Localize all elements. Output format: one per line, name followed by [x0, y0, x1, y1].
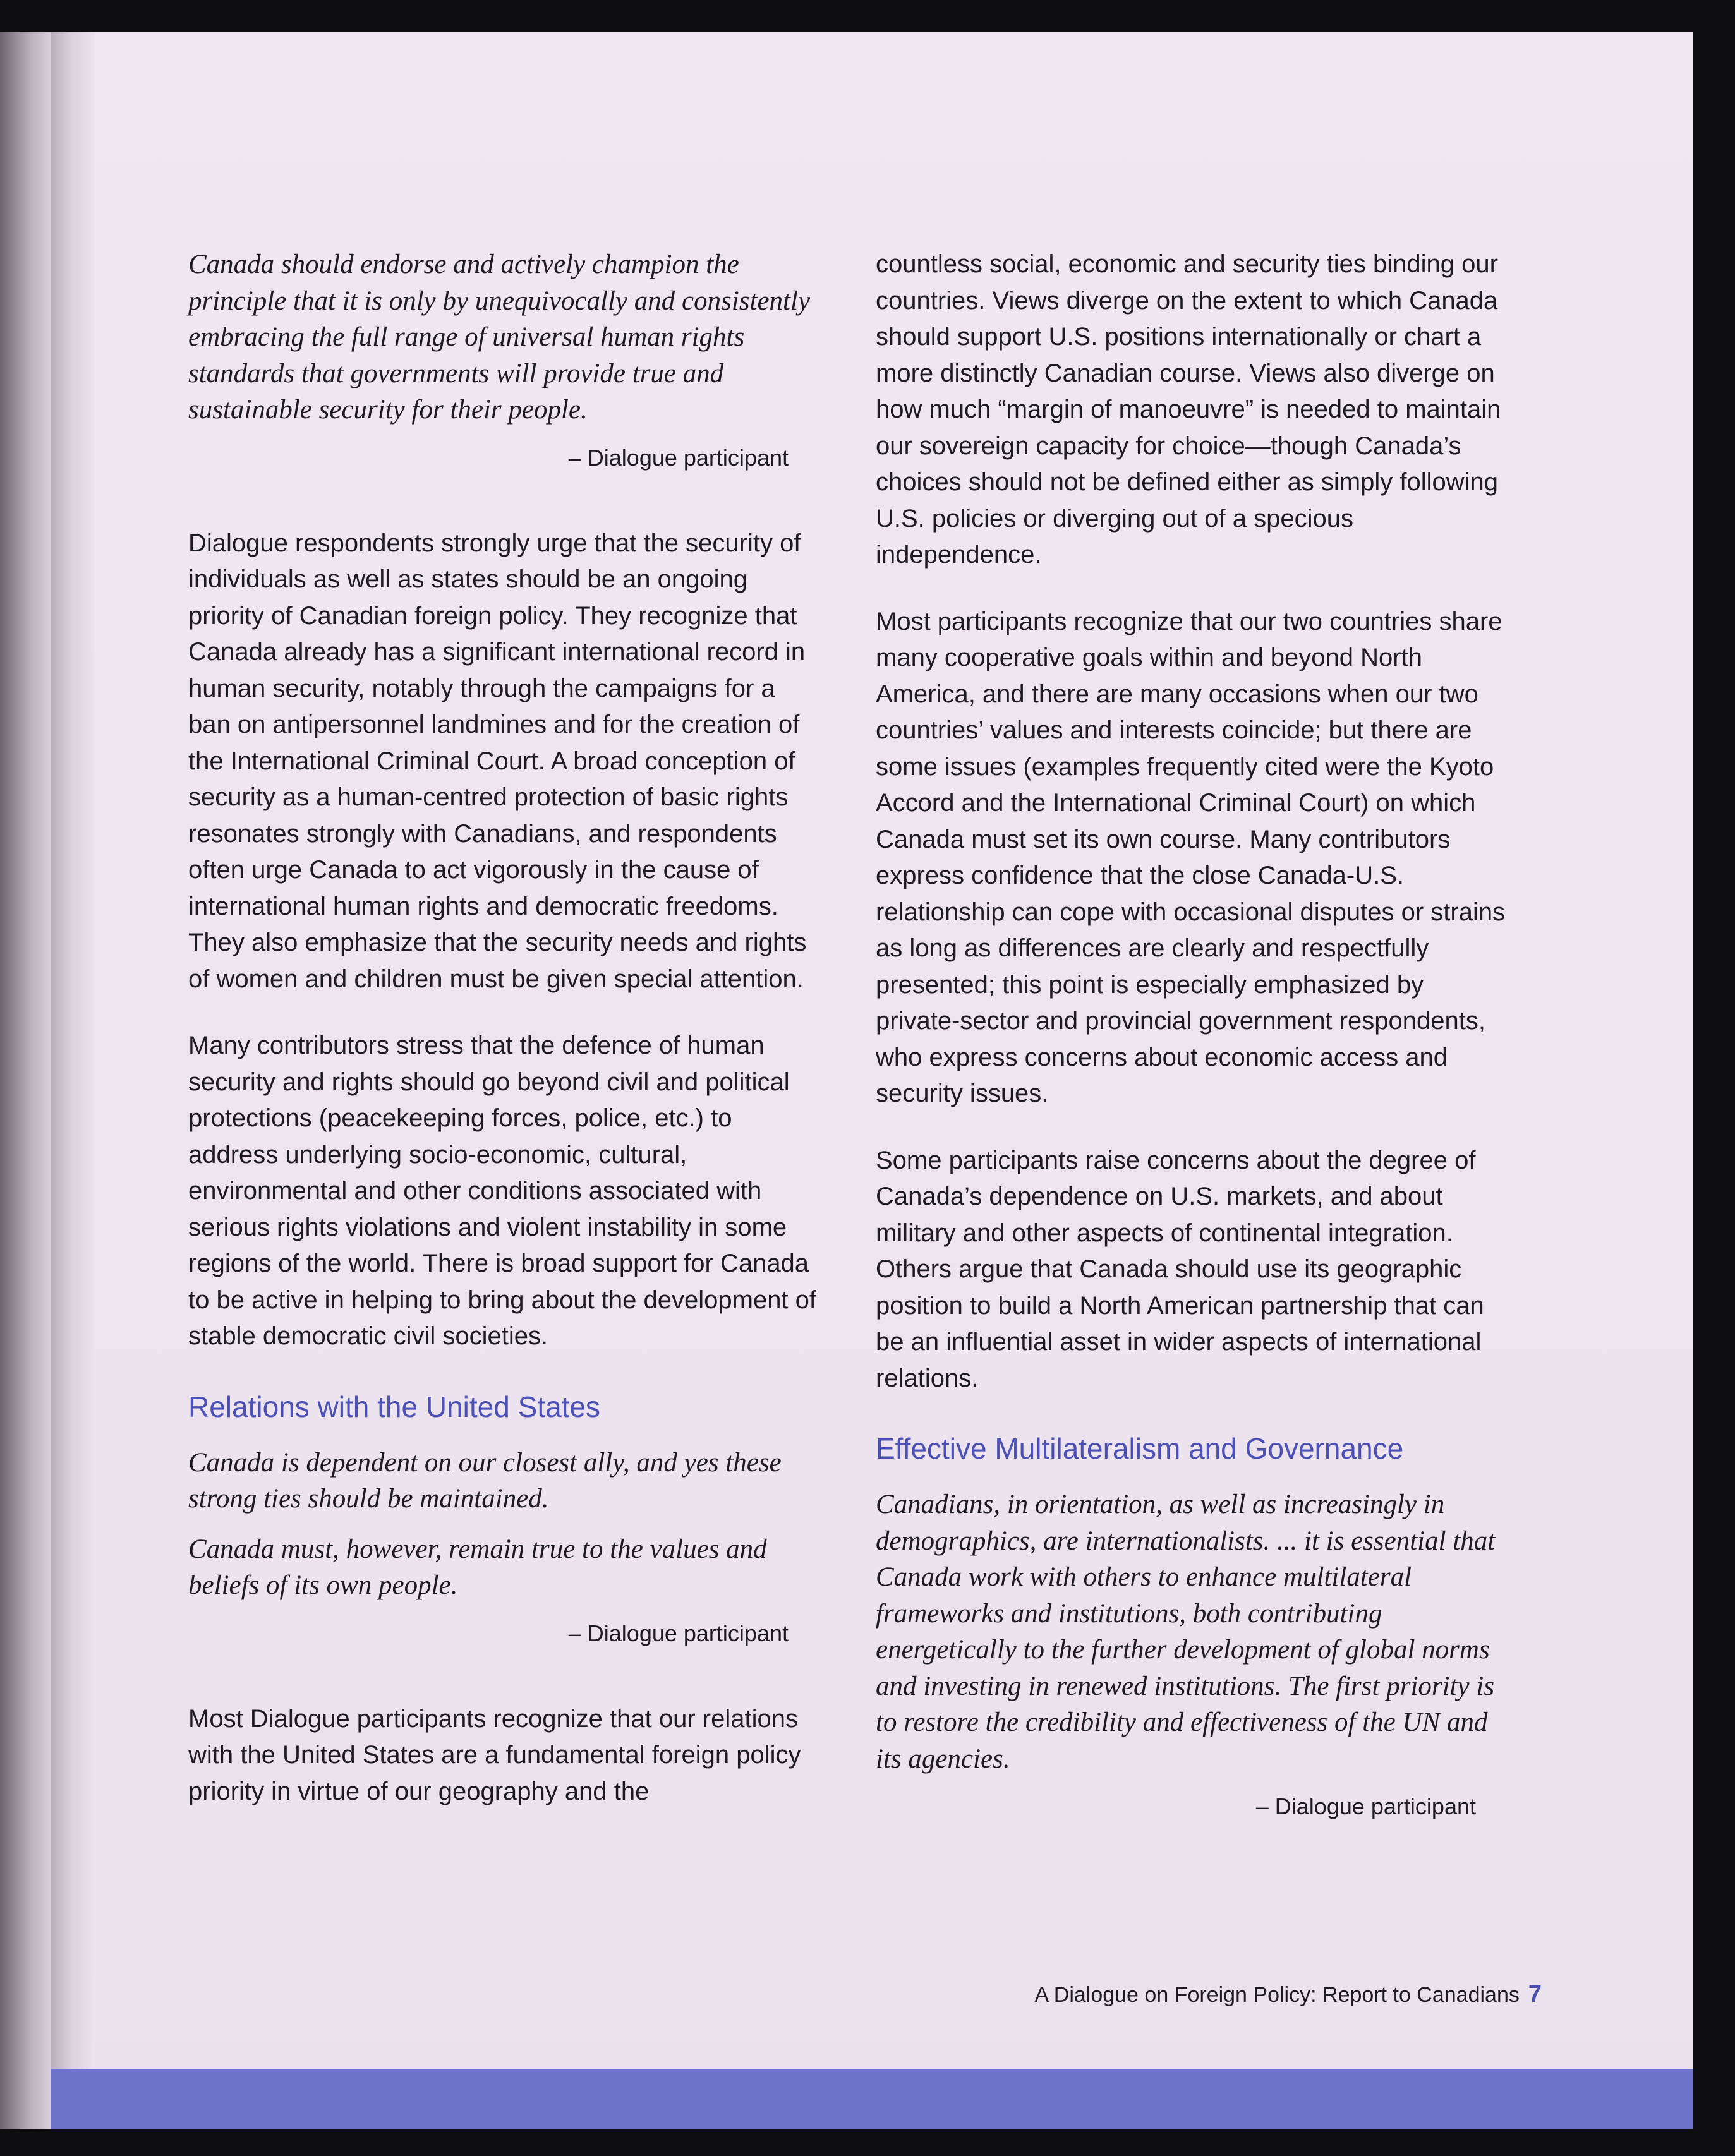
- page-number: 7: [1528, 1981, 1542, 2008]
- quote-attribution: – Dialogue participant: [568, 444, 789, 471]
- body-paragraph: countless social, economic and security ties binding our countries. Views diverge on the extent to which Canada should support U.S. positions internationally or chart a more distinctly Canadian course. Views also diverge on how much “margin of manoeuvre” is needed to maintain our sovereign capacity for choice—though Canada’s choices should not be defined either as simply following U.S. policies or diverging out of a specious independence.: [876, 250, 1501, 569]
- right-column: [876, 246, 1511, 1874]
- pull-quote-values: Canada must, however, remain true to the values and beliefs of its own people.: [188, 1534, 767, 1600]
- left-column: [188, 246, 823, 1840]
- body-paragraph: Many contributors stress that the defence of human security and rights should go beyond civil and political protections (peacekeeping forces, police, etc.) to address underlying socio-economic, cultural, environmental and other conditions associated with serious rights violations and violent instability in some regions of the world. There is broad support for Canada to be active in helping to bring about the development of stable democratic civil societies.: [188, 1032, 817, 1350]
- body-paragraph: Most participants recognize that our two countries share many cooperative goals within and beyond North America, and there are many occasions when our two countries’ values and interests coincide; but there are some issues (examples frequently cited were the Kyoto Accord and the International Criminal Court) on which Canada must set its own course. Many contributors express confidence that the close Canada-U.S. relationship can cope with occasional disputes or strains as long as differences are clearly and respectfully presented; this point is especially emphasized by private-sector and provincial government respondents, who express concerns about economic access and security issues.: [876, 607, 1506, 1107]
- quote-attribution: – Dialogue participant: [568, 1620, 789, 1646]
- publication-title: A Dialogue on Foreign Policy: Report to Canadians: [1034, 1983, 1520, 2007]
- page-footer: [1035, 1980, 1542, 2009]
- pull-quote-internationalists: Canadians, in orientation, as well as increasingly in demographics, are internationalists. ... it is essential that Canada work with others to enhance multilateral frameworks and institutions, both contributing energetically to the further development of global norms and investing in renewed institutions. The first priority is to restore the credibility and effectiveness of the UN and its agencies.: [876, 1490, 1496, 1774]
- section-heading-multilateralism: Effective Multilateralism and Governance: [876, 1432, 1404, 1465]
- book-spine-shadow: [0, 32, 51, 2129]
- section-heading-united-states: Relations with the United States: [188, 1390, 601, 1423]
- page-gutter: [51, 32, 95, 2129]
- document-page: [51, 32, 1693, 2129]
- body-paragraph: Some participants raise concerns about the degree of Canada’s dependence on U.S. markets, and about military and other aspects of continental integration. Others argue that Canada should use its geographic position to build a North American partnership that can be an influential asset in wider aspects of international relations.: [876, 1146, 1484, 1392]
- pull-quote-human-rights: Canada should endorse and actively champion the principle that it is only by unequivocally and consistently embracing the full range of universal human rights standards that governments will provide true and sustainable security for their people.: [188, 250, 811, 425]
- body-paragraph: Most Dialogue participants recognize that our relations with the United States are a fundamental foreign policy priority in virtue of our geography and the: [188, 1704, 801, 1805]
- quote-attribution: – Dialogue participant: [1255, 1793, 1476, 1819]
- pull-quote-closest-ally: Canada is dependent on our closest ally, and yes these strong ties should be maintained.: [188, 1447, 782, 1514]
- body-paragraph: Dialogue respondents strongly urge that the security of individuals as well as states should be an ongoing priority of Canadian foreign policy. They recognize that Canada already has a significant international record in human security, notably through the campaigns for a ban on antipersonnel landmines and for the creation of the International Criminal Court. A broad conception of security as a human-centred protection of basic rights resonates strongly with Canadians, and respondents often urge Canada to act vigorously in the cause of international human rights and democratic freedoms. They also emphasize that the security needs and rights of women and children must be given special attention.: [188, 529, 807, 993]
- decorative-bottom-band: [51, 2069, 1693, 2129]
